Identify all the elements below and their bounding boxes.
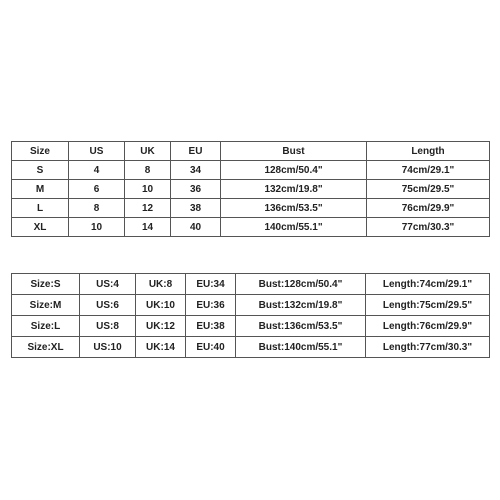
cell-bust: 140cm/55.1" bbox=[221, 218, 367, 237]
cell-us: US:6 bbox=[80, 295, 136, 316]
cell-us: US:10 bbox=[80, 337, 136, 358]
cell-us: 8 bbox=[69, 199, 125, 218]
table-row bbox=[12, 161, 490, 180]
cell-us: 6 bbox=[69, 180, 125, 199]
cell-us: US:8 bbox=[80, 316, 136, 337]
table-row bbox=[12, 199, 490, 218]
cell-length: Length:75cm/29.5" bbox=[366, 295, 490, 316]
cell-length: Length:77cm/30.3" bbox=[366, 337, 490, 358]
cell-eu: 38 bbox=[171, 199, 221, 218]
header-length: Length bbox=[367, 142, 490, 161]
cell-uk: 10 bbox=[125, 180, 171, 199]
table-row bbox=[12, 337, 490, 358]
cell-length: 75cm/29.5" bbox=[367, 180, 490, 199]
cell-bust: Bust:136cm/53.5" bbox=[236, 316, 366, 337]
table-row bbox=[12, 274, 490, 295]
cell-uk: UK:14 bbox=[136, 337, 186, 358]
cell-size: Size:L bbox=[12, 316, 80, 337]
cell-eu: EU:38 bbox=[186, 316, 236, 337]
table-row bbox=[12, 218, 490, 237]
cell-size: Size:S bbox=[12, 274, 80, 295]
cell-length: 77cm/30.3" bbox=[367, 218, 490, 237]
cell-size: Size:XL bbox=[12, 337, 80, 358]
table-row bbox=[12, 295, 490, 316]
cell-uk: UK:12 bbox=[136, 316, 186, 337]
header-bust: Bust bbox=[221, 142, 367, 161]
cell-eu: 34 bbox=[171, 161, 221, 180]
cell-uk: 14 bbox=[125, 218, 171, 237]
header-size: Size bbox=[12, 142, 69, 161]
cell-size: Size:M bbox=[12, 295, 80, 316]
cell-length: 76cm/29.9" bbox=[367, 199, 490, 218]
cell-eu: 40 bbox=[171, 218, 221, 237]
table-row bbox=[12, 180, 490, 199]
cell-length: Length:76cm/29.9" bbox=[366, 316, 490, 337]
cell-size: XL bbox=[12, 218, 69, 237]
cell-length: Length:74cm/29.1" bbox=[366, 274, 490, 295]
cell-us: US:4 bbox=[80, 274, 136, 295]
cell-eu: EU:34 bbox=[186, 274, 236, 295]
cell-bust: 136cm/53.5" bbox=[221, 199, 367, 218]
cell-size: S bbox=[12, 161, 69, 180]
cell-bust: Bust:128cm/50.4" bbox=[236, 274, 366, 295]
cell-size: M bbox=[12, 180, 69, 199]
cell-eu: EU:40 bbox=[186, 337, 236, 358]
size-chart-table bbox=[11, 141, 490, 237]
cell-us: 10 bbox=[69, 218, 125, 237]
cell-eu: 36 bbox=[171, 180, 221, 199]
header-eu: EU bbox=[171, 142, 221, 161]
cell-uk: 8 bbox=[125, 161, 171, 180]
cell-uk: 12 bbox=[125, 199, 171, 218]
cell-bust: Bust:132cm/19.8" bbox=[236, 295, 366, 316]
cell-uk: UK:8 bbox=[136, 274, 186, 295]
cell-eu: EU:36 bbox=[186, 295, 236, 316]
cell-uk: UK:10 bbox=[136, 295, 186, 316]
size-chart-table-labeled bbox=[11, 273, 490, 358]
cell-size: L bbox=[12, 199, 69, 218]
cell-bust: 128cm/50.4" bbox=[221, 161, 367, 180]
cell-bust: Bust:140cm/55.1" bbox=[236, 337, 366, 358]
table-header-row bbox=[12, 142, 490, 161]
cell-us: 4 bbox=[69, 161, 125, 180]
cell-bust: 132cm/19.8" bbox=[221, 180, 367, 199]
cell-length: 74cm/29.1" bbox=[367, 161, 490, 180]
header-us: US bbox=[69, 142, 125, 161]
header-uk: UK bbox=[125, 142, 171, 161]
table-row bbox=[12, 316, 490, 337]
